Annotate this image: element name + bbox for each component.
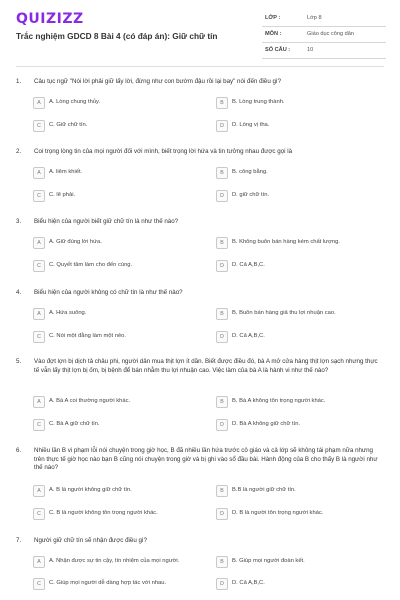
meta-label: SỐ CÂU : (265, 47, 291, 53)
meta-value: Giáo dục công dân (307, 31, 354, 37)
option-letter: A (33, 97, 45, 109)
meta-row-lop (262, 11, 386, 27)
option-text: B. Bà A không tôn trọng người khác. (232, 398, 326, 404)
question-number: 4. (16, 289, 22, 296)
question-text: Biểu hiện của người không có chữ tín là như thế nào? (34, 289, 183, 296)
option-letter: D (216, 120, 228, 132)
option-text: A. liêm khiết. (49, 169, 83, 175)
option-letter: C (33, 120, 45, 132)
meta-row-so-cau (262, 43, 386, 59)
option-text: C. lẽ phải. (49, 192, 76, 198)
worksheet-header (0, 0, 400, 70)
option-text: D. B là người tôn trọng người khác. (232, 510, 324, 516)
option-text: D. giữ chữ tín. (232, 192, 270, 198)
option-letter: C (33, 578, 45, 590)
question-number: 6. (16, 447, 22, 454)
option-letter: B (216, 396, 228, 408)
option-text: B. Không buôn bán hàng kém chất lượng. (232, 239, 340, 245)
option-text: A. Hứa suông. (49, 310, 87, 316)
option-letter: D (216, 578, 228, 590)
meta-box (262, 11, 386, 59)
meta-label: MÔN : (265, 31, 282, 37)
question-text: Vào đợt lợn bị dịch tả châu phi, người dân mua thịt lợn ít dần. Biết được điều đó, bà A mở cửa hàng thịt lợn sạch nhưng thực tế vẫn lấy thịt lợn bị ốm, bị bệnh để bán nhằm thu lợi nhuận cao. Việc làm của bà A là hành vi như thế nào? (34, 358, 378, 374)
question-text: Coi trọng lòng tin của mọi người đối với mình, biết trọng lời hứa và tin tưởng nhau được gọi là (34, 148, 293, 155)
meta-row-mon (262, 27, 386, 43)
option-letter: B (216, 556, 228, 568)
option-letter: A (33, 308, 45, 320)
option-text: A. Nhận được sự tin cậy, tín nhiệm của mọi người. (49, 558, 180, 564)
option-letter: B (216, 167, 228, 179)
option-text: B. công bằng. (232, 169, 268, 175)
option-letter: A (33, 237, 45, 249)
option-text: A. Giữ đúng lời hứa. (49, 239, 102, 245)
option-letter: A (33, 485, 45, 497)
option-text: A. Lòng chung thủy. (49, 99, 101, 105)
option-text: C. B là người không tôn trọng người khác. (49, 510, 158, 516)
option-letter: C (33, 331, 45, 343)
option-letter: D (216, 260, 228, 272)
quizizz-logo: QUIZIZZ (16, 11, 84, 27)
option-letter: D (216, 508, 228, 520)
option-letter: B (216, 97, 228, 109)
option-letter: C (33, 419, 45, 431)
option-text: D. Lòng vị tha. (232, 122, 270, 128)
question-number: 2. (16, 148, 22, 155)
option-letter: C (33, 260, 45, 272)
option-text: B.B là người giữ chữ tín. (232, 487, 296, 493)
option-text: D. Bà A không giữ chữ tín. (232, 421, 301, 427)
option-text: B. Buôn bán hàng giả thu lợi nhuận cao. (232, 310, 336, 316)
worksheet-title: Trắc nghiệm GDCD 8 Bài 4 (có đáp án): Giữ chữ tín (16, 31, 218, 41)
option-letter: D (216, 419, 228, 431)
question-number: 1. (16, 78, 22, 85)
option-text: D. Cả A,B,C. (232, 580, 265, 586)
option-letter: C (33, 508, 45, 520)
meta-value: 10 (307, 47, 314, 53)
option-letter: C (33, 190, 45, 202)
option-text: D. Cả A,B,C. (232, 262, 265, 268)
option-text: C. Giúp mọi người dễ dàng hợp tác với nhau. (49, 580, 167, 586)
option-text: A. Bà A coi thường người khác. (49, 398, 131, 404)
option-letter: B (216, 308, 228, 320)
option-text: C. Nói một đằng làm một nẻo. (49, 333, 127, 339)
option-text: C. Quyết tâm làm cho đến cùng. (49, 262, 133, 268)
meta-value: Lớp 8 (307, 15, 322, 21)
question-text: Câu tục ngữ "Nói lời phải giữ lấy lời, đừng như con bướm đậu rồi lại bay" nói đến điều gì? (34, 78, 282, 85)
option-letter: A (33, 556, 45, 568)
question-number: 7. (16, 537, 22, 544)
question-text: Biểu hiện của người biết giữ chữ tín là như thế nào? (34, 218, 179, 225)
option-text: B. Lòng trung thành. (232, 99, 285, 105)
option-text: A. B là người không giữ chữ tín. (49, 487, 132, 493)
question-text: Người giữ chữ tín sẽ nhận được điều gì? (34, 537, 148, 544)
option-letter: D (216, 331, 228, 343)
option-text: B. Giúp mọi người đoàn kết. (232, 558, 305, 564)
option-letter: A (33, 396, 45, 408)
option-text: D. Cả A,B,C. (232, 333, 265, 339)
question-text: Nhiều lần B vi phạm lỗi nói chuyện trong giờ học, B đã nhiều lần hứa trước cô giáo và cả lớp sẽ không tái phạm nữa nhưng trên thực tế giờ học nào bạn B cũng nói chuyện trong giờ và bị ghi vào sổ đầu bài. Hành động của B cho thấy B là người như thế nào? (34, 447, 378, 471)
option-letter: D (216, 190, 228, 202)
option-text: C. Bà A giữ chữ tín. (49, 421, 100, 427)
header-divider (16, 66, 384, 67)
question-number: 3. (16, 218, 22, 225)
option-text: C. Giữ chữ tín. (49, 122, 88, 128)
option-letter: B (216, 485, 228, 497)
meta-label: LỚP : (265, 15, 281, 21)
option-letter: A (33, 167, 45, 179)
option-letter: B (216, 237, 228, 249)
question-number: 5. (16, 358, 22, 365)
